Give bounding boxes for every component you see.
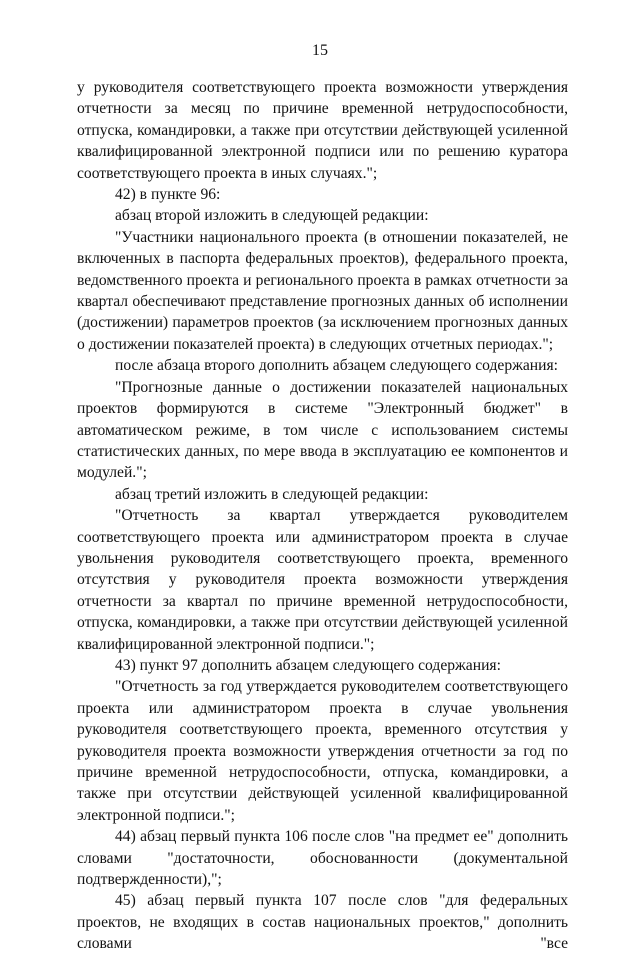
paragraph-continuation: у руководителя соответствующего проекта возможности утверждения отчетности за месяц по причине временной нетрудоспособности, отпуска, командировки, а также при отсутствии действующей усиленной квалифицированной электронной подписи или по решению куратора соответствующего проекта в иных случаях.";: [77, 79, 568, 182]
paragraph-43-quote-annual-reporting: "Отчетность за год утверждается руководителем соответствующего проекта или администратором проекта в случае увольнения руководителя соответствующего проекта, временного отсутствия у руководителя проекта возможности утверждения отчетности за год по причине временной нетрудоспособности, отпуска, командировки, а также при отсутствии действующей усиленной квалифицированной электронной подписи.";: [77, 678, 568, 824]
paragraph-42-instruction-add-paragraph: после абзаца второго дополнить абзацем следующего содержания:: [115, 357, 559, 375]
document-body: [77, 77, 568, 955]
paragraph-42-instruction-paragraph-two: абзац второй изложить в следующей редакции:: [115, 207, 429, 225]
paragraph-42-instruction-paragraph-three: абзац третий изложить в следующей редакции:: [115, 485, 429, 503]
paragraph-item-42: 42) в пункте 96:: [115, 186, 221, 204]
paragraph-42-quote-forecast-data: "Прогнозные данные о достижении показателей национальных проектов формируются в системе "Электронный бюджет" в автоматическом режиме, в том числе с использованием системы статистических данных, по мере ввода в эксплуатацию ее компонентов и модулей.";: [77, 378, 568, 482]
paragraph-item-43: 43) пункт 97 дополнить абзацем следующего содержания:: [115, 656, 501, 674]
paragraph-item-44: 44) абзац первый пункта 106 после слов "на предмет ее" дополнить словами "достаточности, обоснованности (документальной подтвержденности),";: [77, 828, 568, 889]
paragraph-42-quote-participants: "Участники национального проекта (в отношении показателей, не включенных в паспорта федеральных проектов), федерального проекта, ведомственного проекта и регионального проекта в рамках отчетности за квартал обеспечивают представление прогнозных данных об исполнении (достижении) параметров проектов (за исключением прогнозных данных о достижении показателей проекта) в следующих отчетных периодах.";: [77, 228, 568, 353]
paragraph-item-45: 45) абзац первый пункта 107 после слов "для федеральных проектов, не входящих в состав национальных проектов," дополнить словами "все: [77, 892, 568, 953]
paragraph-42-quote-quarterly-reporting: "Отчетность за квартал утверждается руководителем соответствующего проекта или администратором проекта в случае увольнения руководителя соответствующего проекта, временного отсутствия у руководителя проекта возможности утверждения отчетности за квартал по причине временной нетрудоспособности, отпуска, командировки, а также при отсутствии действующей усиленной квалифицированной электронной подписи.";: [77, 507, 568, 653]
page-number: 15: [312, 42, 328, 59]
